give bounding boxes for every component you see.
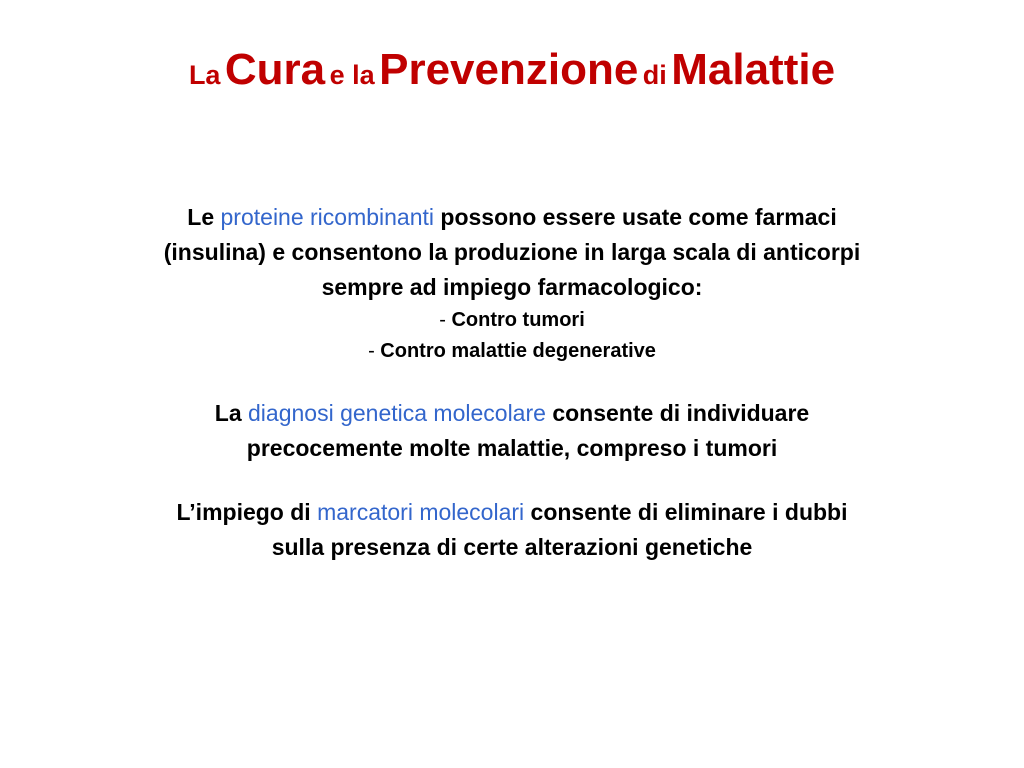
- text-run: possono essere usate come farmaci: [434, 204, 837, 230]
- text-run: L’impiego di: [176, 499, 318, 525]
- paragraph-line: sempre ad impiego farmacologico:: [321, 274, 703, 300]
- paragraph-line: [62, 396, 962, 431]
- highlight-proteine-ricombinanti: proteine ricombinanti: [220, 204, 435, 230]
- paragraph-marcatori-text: [62, 495, 962, 565]
- highlight-diagnosi-genetica-molecolare: diagnosi genetica molecolare: [248, 400, 546, 426]
- paragraph-proteine: [62, 200, 962, 367]
- paragraph-line: sulla presenza di certe alterazioni genetiche: [271, 534, 753, 560]
- bullet-dash: -: [439, 309, 452, 331]
- paragraph-marcatori: [62, 495, 962, 565]
- text-run: consente di eliminare i dubbi: [524, 499, 848, 525]
- slide-title: [0, 40, 1024, 110]
- highlight-marcatori-molecolari: marcatori molecolari: [317, 499, 525, 525]
- title-word-prevenzione: Prevenzione: [379, 45, 639, 94]
- paragraph-line: precocemente molte malattie, compreso i tumori: [246, 435, 778, 461]
- paragraph-diagnosi-text: [62, 396, 962, 466]
- paragraph-line: [62, 200, 962, 235]
- title-word-di: di: [642, 60, 667, 90]
- bullet-item: [62, 336, 962, 367]
- bullet-dash: -: [368, 340, 381, 362]
- paragraph-line: [62, 495, 962, 530]
- paragraph-line: (insulina) e consentono la produzione in larga scala di anticorpi: [163, 239, 861, 265]
- text-run: Le: [187, 204, 221, 230]
- paragraph-diagnosi: [62, 396, 962, 466]
- bullet-item: [62, 305, 962, 336]
- text-run: consente di individuare: [545, 400, 810, 426]
- bullet-text: Contro malattie degenerative: [380, 340, 656, 362]
- title-word-malattie: Malattie: [671, 45, 836, 94]
- title-word-e-la: e la: [329, 60, 375, 90]
- bullet-text: Contro tumori: [451, 309, 585, 331]
- paragraph-proteine-text: [62, 200, 962, 305]
- title-word-la: La: [188, 60, 221, 90]
- text-run: La: [214, 400, 249, 426]
- title-word-cura: Cura: [224, 45, 326, 94]
